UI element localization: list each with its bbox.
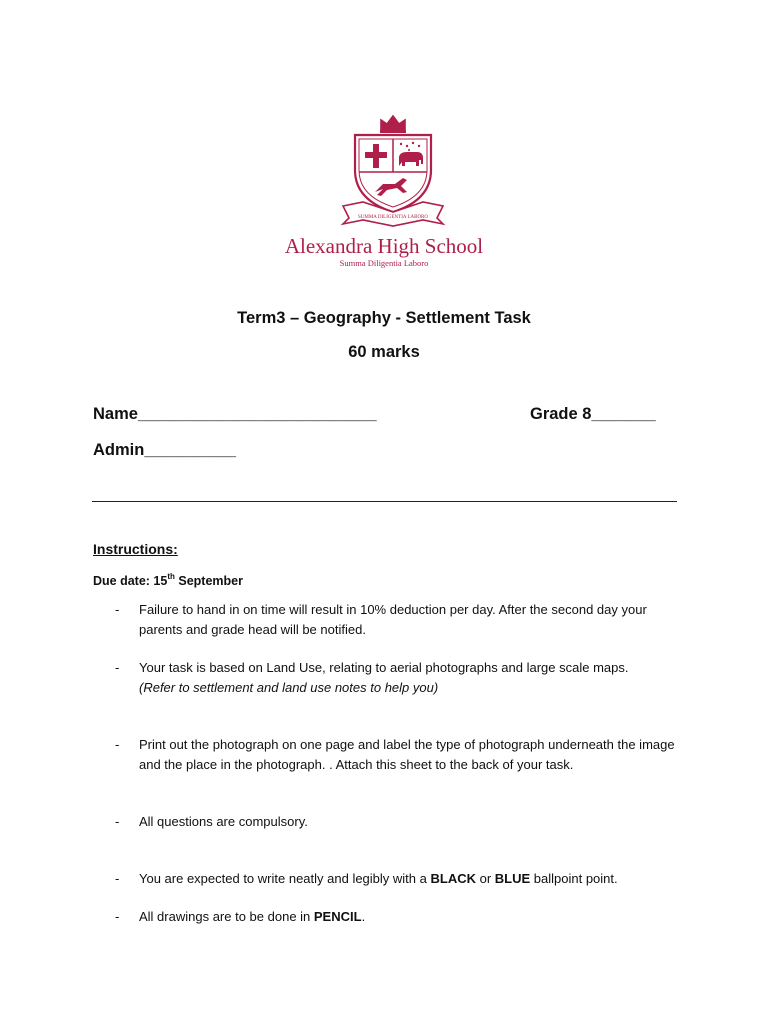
- grade-field[interactable]: Grade 8_______: [530, 405, 656, 423]
- instruction-text: Failure to hand in on time will result in 10% deduction per day. After the second day your parents and grade head will be notified.: [139, 602, 647, 637]
- due-date-label: Due date: 15: [93, 574, 168, 588]
- task-title: Term3 – Geography - Settlement Task: [237, 309, 531, 327]
- school-crest-logo: [337, 108, 449, 228]
- bullet-dash: -: [115, 909, 120, 924]
- bullet-dash: -: [115, 602, 120, 617]
- banner-text: SUMMA DILIGENTIA LABORO: [358, 215, 428, 220]
- bullet-dash: -: [115, 814, 120, 829]
- instructions-heading: Instructions:: [93, 541, 178, 557]
- due-date-suffix: th: [167, 572, 175, 581]
- crown-icon: [380, 116, 406, 133]
- name-field[interactable]: Name__________________________: [93, 405, 377, 423]
- instruction-text: All questions are compulsory.: [139, 814, 308, 829]
- due-date-month: September: [174, 574, 243, 588]
- due-date: [93, 572, 243, 588]
- task-marks: 60 marks: [348, 343, 420, 361]
- bullet-dash: -: [115, 737, 120, 752]
- instruction-text: Your task is based on Land Use, relating to aerial photographs and large scale maps.: [139, 660, 629, 675]
- bullet-dash: -: [115, 871, 120, 886]
- emphasis-blue: BLUE: [494, 871, 531, 886]
- bullet-dash: -: [115, 660, 120, 675]
- instruction-text: ballpoint point.: [530, 871, 618, 886]
- instruction-note: (Refer to settlement and land use notes to help you): [139, 679, 439, 695]
- divider-line: [92, 501, 677, 502]
- instruction-text: All drawings are to be done in: [139, 909, 314, 924]
- instruction-text: or: [475, 871, 495, 886]
- emphasis-pencil: PENCIL: [313, 909, 362, 924]
- admin-field[interactable]: Admin__________: [93, 441, 237, 459]
- school-motto: Summa Diligentia Laboro: [339, 258, 429, 268]
- instruction-text: Print out the photograph on one page and label the type of photograph underneath the image and the place in the photograph. . Attach this sheet to the back of your task.: [139, 737, 675, 772]
- emphasis-black: BLACK: [430, 871, 476, 886]
- instruction-text: .: [361, 909, 366, 924]
- school-name: Alexandra High School: [284, 234, 484, 258]
- instruction-text: You are expected to write neatly and legibly with a: [139, 871, 431, 886]
